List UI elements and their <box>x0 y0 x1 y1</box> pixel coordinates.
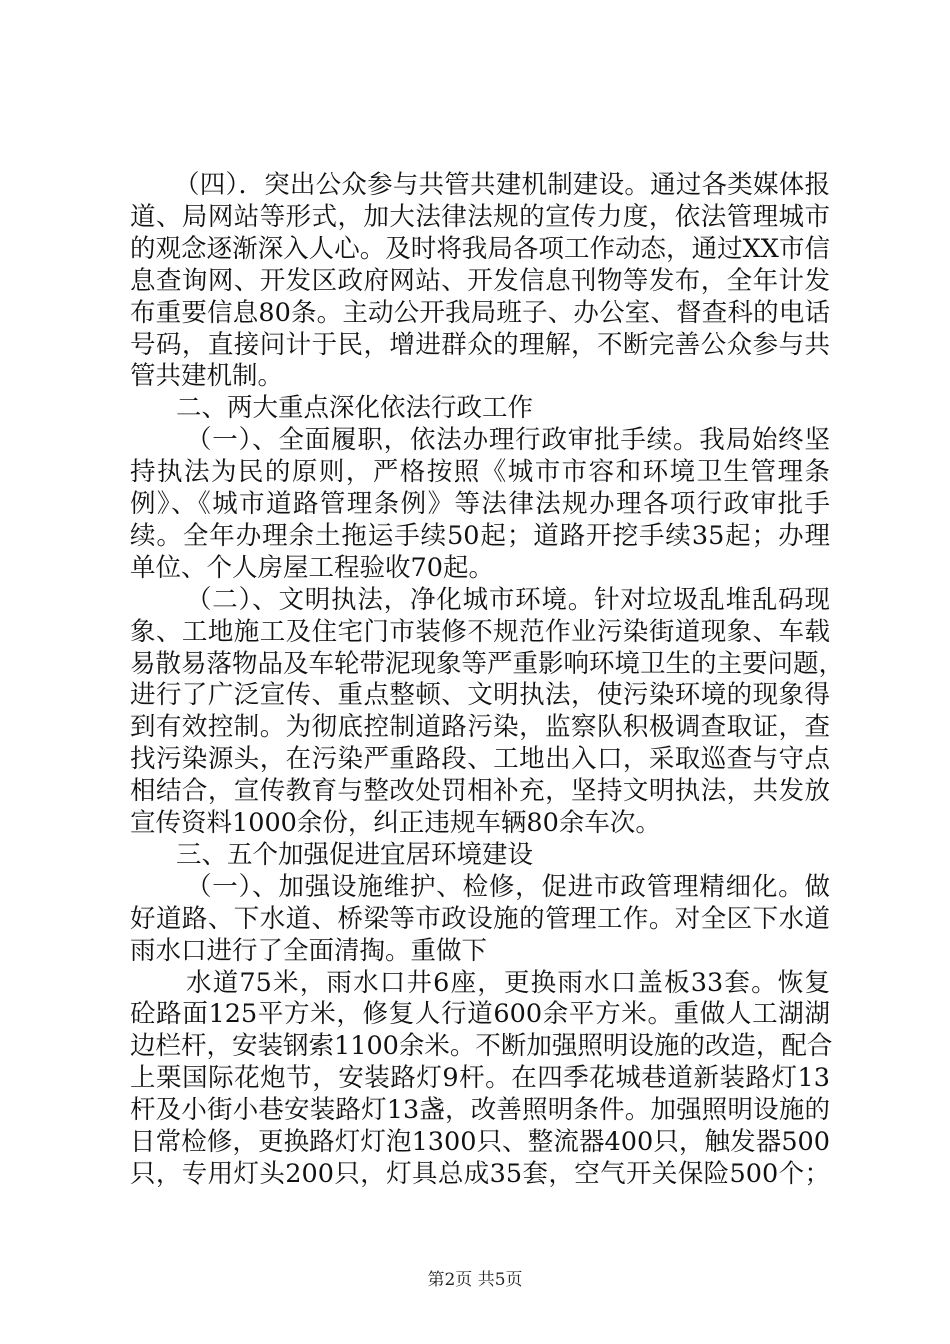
text-line: 续。全年办理余土拖运手续50起；道路开挖手续35起；办理 <box>130 521 830 551</box>
text-line: 持执法为民的原则，严格按照《城市市容和环境卫生管理条 <box>130 457 830 487</box>
text-line: 象、工地施工及住宅门市装修不规范作业污染街道现象、车载 <box>130 617 830 647</box>
text-line: 管共建机制。 <box>130 361 284 391</box>
text-line: 水道75米，雨水口井6座，更换雨水口盖板33套。恢复 <box>186 968 830 998</box>
text-line: 好道路、下水道、桥梁等市政设施的管理工作。对全区下水道 <box>130 904 830 934</box>
text-line: 道、局网站等形式，加大法律法规的宣传力度，依法管理城市 <box>130 202 830 232</box>
text-line: 杆及小街小巷安装路灯13盏，改善照明条件。加强照明设施的 <box>130 1095 830 1125</box>
text-line: 息查询网、开发区政府网站、开发信息刊物等发布，全年计发 <box>130 266 830 296</box>
text-line: 边栏杆，安装钢索1100余米。不断加强照明设施的改造，配合 <box>130 1031 833 1061</box>
text-line: 号码，直接问计于民，增进群众的理解，不断完善公众参与共 <box>130 330 830 360</box>
text-line: 进行了广泛宣传、重点整顿、文明执法，使污染环境的现象得 <box>130 680 830 710</box>
section-heading: 三、五个加强促进宜居环境建设 <box>176 840 534 870</box>
text-line: 只，专用灯头200只，灯具总成35套，空气开关保险500个； <box>130 1159 830 1189</box>
text-line: 的观念逐渐深入人心。及时将我局各项工作动态，通过XX市信 <box>130 234 830 264</box>
text-line: 雨水口进行了全面清掏。重做下 <box>130 936 488 966</box>
text-line: 相结合，宣传教育与整改处罚相补充，坚持文明执法，共发放 <box>130 776 830 806</box>
text-line: 上栗国际花炮节，安装路灯9杆。在四季花城巷道新装路灯13 <box>130 1063 830 1093</box>
text-line: （一）、全面履职，依法办理行政审批手续。我局始终坚 <box>186 425 830 455</box>
text-line: （一）、加强设施维护、检修，促进市政管理精细化。做 <box>186 872 830 902</box>
text-line: 日常检修，更换路灯灯泡1300只、整流器400只，触发器500 <box>130 1127 830 1157</box>
text-line: （四）．突出公众参与共管共建机制建设。通过各类媒体报 <box>174 170 830 200</box>
text-line: 例》、《城市道路管理条例》等法律法规办理各项行政审批手 <box>130 489 830 519</box>
page-footer: 第2页 共5页 <box>427 1270 523 1290</box>
text-line: 单位、个人房屋工程验收70起。 <box>130 553 494 583</box>
text-line: 找污染源头，在污染严重路段、工地出入口，采取巡查与守点 <box>130 744 830 774</box>
section-heading: 二、两大重点深化依法行政工作 <box>176 393 534 423</box>
text-line: （二）、文明执法，净化城市环境。针对垃圾乱堆乱码现 <box>186 585 830 615</box>
text-line: 宣传资料1000余份，纠正违规车辆80余车次。 <box>130 808 661 838</box>
text-line: 砼路面125平方米，修复人行道600余平方米。重做人工湖湖 <box>130 999 830 1029</box>
text-line: 到有效控制。为彻底控制道路污染，监察队积极调查取证，查 <box>130 712 830 742</box>
text-line: 易散易落物品及车轮带泥现象等严重影响环境卫生的主要问题， <box>130 649 845 679</box>
text-line: 布重要信息80条。主动公开我局班子、办公室、督查科的电话 <box>130 298 830 328</box>
